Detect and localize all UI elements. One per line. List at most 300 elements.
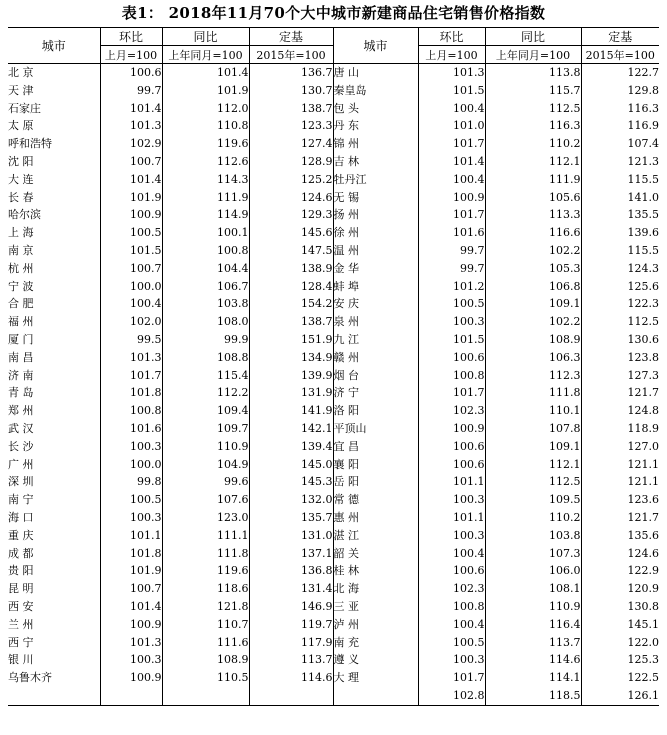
left-yoy-value-cell: 108.9 [162,651,249,669]
left-yoy-value-cell: 123.0 [162,509,249,527]
left-base-value-cell: 124.6 [249,189,333,207]
table-row [8,509,659,527]
right-yoy-value-cell: 112.5 [485,100,581,118]
right-mom-value-cell: 100.3 [418,651,485,669]
right-city-name-cell: 泉 州 [333,313,418,331]
right-base-value-cell: 124.6 [627,546,659,560]
left-city-name-cell: 哈尔滨 [8,206,100,224]
right-yoy-value-cell: 110.9 [485,598,581,616]
table-row [8,580,659,598]
left-base-value-cell: 117.9 [249,634,333,652]
left-city-name-cell: 兰 州 [8,616,100,634]
left-mom-value-cell: 100.3 [100,509,162,527]
left-base-value-cell: 145.6 [249,224,333,242]
right-mom-value-cell: 101.5 [418,331,485,349]
right-yoy-value-cell: 108.9 [485,331,581,349]
right-city-name-cell: 丹 东 [333,117,418,135]
left-yoy-value-cell: 109.7 [162,420,249,438]
right-city-name-cell: 南 充 [333,634,418,652]
left-mom-value-cell: 99.5 [100,331,162,349]
right-mom-value-cell: 101.2 [418,278,485,296]
header-mom-right: 环比 [418,28,485,46]
right-mom-value-cell: 100.6 [418,349,485,367]
right-base-value-cell: 126.1 [627,688,659,702]
left-city-name-cell: 海 口 [8,509,100,527]
left-yoy-value-cell: 112.6 [162,153,249,171]
left-yoy-value-cell: 109.4 [162,402,249,420]
table-row [8,456,659,474]
price-index-table [8,27,659,706]
right-base-value-cell: 121.1 [627,475,659,489]
subheader-yoy-right: 上年同月=100 [485,46,581,64]
left-yoy-value-cell: 111.6 [162,634,249,652]
right-base-value-cell: 145.1 [627,617,659,631]
left-base-value-cell: 128.4 [249,278,333,296]
right-base-value-cell: 116.3 [627,101,659,115]
table-row [8,278,659,296]
left-yoy-value-cell: 99.6 [162,473,249,491]
table-row [8,349,659,367]
left-city-name-cell: 上 海 [8,224,100,242]
right-base-value-cell: 121.3 [627,154,659,168]
left-base-value-cell: 136.7 [249,64,333,82]
left-mom-value-cell [100,687,162,705]
table-row [8,669,659,687]
left-base-value-cell: 131.9 [249,384,333,402]
left-city-name-cell: 太 原 [8,117,100,135]
right-city-name-cell: 三 亚 [333,598,418,616]
table-row [8,473,659,491]
table-row [8,82,659,100]
left-city-name-cell: 武 汉 [8,420,100,438]
left-yoy-value-cell: 103.8 [162,295,249,313]
right-mom-value-cell: 100.8 [418,367,485,385]
right-base-value-cell: 115.5 [627,172,659,186]
left-mom-value-cell: 101.8 [100,545,162,563]
left-base-value-cell [249,687,333,705]
right-base-value-cell: 123.6 [627,493,659,507]
left-mom-value-cell: 101.9 [100,189,162,207]
left-city-name-cell: 大 连 [8,171,100,189]
header-mom-left: 环比 [100,28,162,46]
left-city-name-cell: 石家庄 [8,100,100,118]
left-base-value-cell: 145.0 [249,456,333,474]
table-row [8,420,659,438]
right-yoy-value-cell: 102.2 [485,313,581,331]
right-yoy-value-cell: 112.1 [485,456,581,474]
right-base-value-cell: 141.0 [627,190,659,204]
right-city-name-cell: 常 德 [333,491,418,509]
right-city-name-cell: 桂 林 [333,562,418,580]
header-base-right: 定基 [581,28,659,46]
left-base-value-cell: 113.7 [249,651,333,669]
left-yoy-value-cell: 104.9 [162,456,249,474]
right-mom-value-cell: 101.6 [418,224,485,242]
subheader-base-right: 2015年=100 [581,46,659,64]
right-mom-value-cell: 101.7 [418,135,485,153]
left-mom-value-cell: 101.4 [100,171,162,189]
left-mom-value-cell: 102.0 [100,313,162,331]
left-base-value-cell: 141.9 [249,402,333,420]
left-base-value-cell: 139.9 [249,367,333,385]
left-yoy-value-cell: 114.3 [162,171,249,189]
right-yoy-value-cell: 116.3 [485,117,581,135]
left-yoy-value-cell: 111.9 [162,189,249,207]
table-body [8,64,659,706]
right-base-value-cell: 139.6 [627,226,659,240]
left-yoy-value-cell: 100.1 [162,224,249,242]
right-mom-value-cell: 102.3 [418,402,485,420]
left-city-name-cell: 南 昌 [8,349,100,367]
left-mom-value-cell: 100.5 [100,224,162,242]
table-row [8,491,659,509]
left-city-name-cell: 西 宁 [8,634,100,652]
left-city-name-cell: 长 沙 [8,438,100,456]
left-yoy-value-cell: 110.5 [162,669,249,687]
left-yoy-value-cell: 121.8 [162,598,249,616]
left-mom-value-cell: 101.3 [100,117,162,135]
subheader-mom-left: 上月=100 [100,46,162,64]
right-yoy-value-cell: 103.8 [485,527,581,545]
left-base-value-cell: 114.6 [249,669,333,687]
table-row [8,384,659,402]
right-base-value-cell: 112.5 [627,315,659,329]
right-city-name-cell: 唐 山 [333,64,418,82]
left-yoy-value-cell: 111.1 [162,527,249,545]
right-yoy-value-cell: 112.5 [485,473,581,491]
left-city-name-cell [8,687,100,705]
right-base-value-cell: 122.7 [627,66,659,79]
right-mom-value-cell: 100.6 [418,562,485,580]
left-yoy-value-cell: 118.6 [162,580,249,598]
left-base-value-cell: 138.9 [249,260,333,278]
left-city-name-cell: 乌鲁木齐 [8,669,100,687]
table-row [8,367,659,385]
right-mom-value-cell: 101.0 [418,117,485,135]
left-mom-value-cell: 101.9 [100,562,162,580]
subheader-mom-right: 上月=100 [418,46,485,64]
left-yoy-value-cell: 114.9 [162,206,249,224]
right-yoy-value-cell: 105.3 [485,260,581,278]
left-base-value-cell: 139.4 [249,438,333,456]
right-mom-value-cell: 100.9 [418,189,485,207]
right-base-value-cell: 124.3 [627,261,659,275]
left-mom-value-cell: 100.0 [100,278,162,296]
table-row [8,687,659,705]
left-mom-value-cell: 100.9 [100,616,162,634]
right-city-name-cell: 韶 关 [333,545,418,563]
right-mom-value-cell: 100.4 [418,100,485,118]
right-city-name-cell: 惠 州 [333,509,418,527]
left-mom-value-cell: 100.9 [100,669,162,687]
table-row [8,438,659,456]
left-mom-value-cell: 100.3 [100,651,162,669]
right-city-name-cell: 金 华 [333,260,418,278]
table-row [8,135,659,153]
table-row [8,242,659,260]
right-city-name-cell: 宜 昌 [333,438,418,456]
table-row [8,562,659,580]
right-base-value-cell: 115.5 [627,243,659,257]
table-row [8,634,659,652]
right-mom-value-cell: 101.5 [418,82,485,100]
right-mom-value-cell: 102.3 [418,580,485,598]
right-city-name-cell: 赣 州 [333,349,418,367]
left-mom-value-cell: 100.7 [100,580,162,598]
table-row [8,64,659,82]
left-base-value-cell: 123.3 [249,117,333,135]
table-row [8,117,659,135]
right-city-name-cell: 济 宁 [333,384,418,402]
left-mom-value-cell: 100.5 [100,491,162,509]
table-row [8,616,659,634]
left-city-name-cell: 南 京 [8,242,100,260]
left-city-name-cell: 北 京 [8,64,100,82]
right-city-name-cell: 锦 州 [333,135,418,153]
left-mom-value-cell: 101.7 [100,367,162,385]
right-mom-value-cell: 100.5 [418,295,485,313]
right-yoy-value-cell: 113.8 [485,64,581,82]
right-yoy-value-cell: 113.7 [485,634,581,652]
right-yoy-value-cell: 118.5 [485,687,581,705]
table-row [8,206,659,224]
left-city-name-cell: 福 州 [8,313,100,331]
left-base-value-cell: 128.9 [249,153,333,171]
table-row [8,313,659,331]
right-mom-value-cell: 100.3 [418,527,485,545]
right-mom-value-cell: 100.4 [418,545,485,563]
left-base-value-cell: 129.3 [249,206,333,224]
right-yoy-value-cell: 107.3 [485,545,581,563]
left-mom-value-cell: 101.4 [100,598,162,616]
right-yoy-value-cell: 110.1 [485,402,581,420]
right-mom-value-cell: 99.7 [418,242,485,260]
left-city-name-cell: 长 春 [8,189,100,207]
right-mom-value-cell: 101.1 [418,473,485,491]
table-title: 表1： 2018年11月70个大中城市新建商品住宅销售价格指数 [121,4,546,22]
right-yoy-value-cell: 106.3 [485,349,581,367]
right-city-name-cell: 泸 州 [333,616,418,634]
left-yoy-value-cell: 119.6 [162,562,249,580]
right-mom-value-cell: 100.3 [418,491,485,509]
right-base-value-cell: 127.0 [627,439,659,453]
left-base-value-cell: 142.1 [249,420,333,438]
left-city-name-cell: 呼和浩特 [8,135,100,153]
table-row [8,402,659,420]
left-city-name-cell: 成 都 [8,545,100,563]
right-yoy-value-cell: 112.1 [485,153,581,171]
right-base-value-cell: 125.6 [627,279,659,293]
right-yoy-value-cell: 110.2 [485,509,581,527]
right-base-value-cell: 122.9 [627,564,659,578]
left-base-value-cell: 138.7 [249,313,333,331]
left-mom-value-cell: 101.4 [100,100,162,118]
left-base-value-cell: 127.4 [249,135,333,153]
right-city-name-cell: 遵 义 [333,651,418,669]
header-city-left: 城市 [8,28,100,64]
left-mom-value-cell: 101.5 [100,242,162,260]
left-base-value-cell: 145.3 [249,473,333,491]
right-yoy-value-cell: 105.6 [485,189,581,207]
header-base-left: 定基 [249,28,333,46]
left-mom-value-cell: 101.3 [100,634,162,652]
right-yoy-value-cell: 109.1 [485,295,581,313]
left-yoy-value-cell: 112.2 [162,384,249,402]
right-city-name-cell: 温 州 [333,242,418,260]
right-yoy-value-cell: 108.1 [485,580,581,598]
right-base-value-cell: 130.8 [627,599,659,613]
right-base-value-cell: 123.8 [627,350,659,364]
right-yoy-value-cell: 114.1 [485,669,581,687]
left-yoy-value-cell: 115.4 [162,367,249,385]
left-city-name-cell: 济 南 [8,367,100,385]
left-city-name-cell: 昆 明 [8,580,100,598]
right-mom-value-cell: 101.7 [418,206,485,224]
right-city-name-cell: 秦皇岛 [333,82,418,100]
right-mom-value-cell: 100.4 [418,171,485,189]
left-city-name-cell: 深 圳 [8,473,100,491]
table-row [8,153,659,171]
left-base-value-cell: 137.1 [249,545,333,563]
left-base-value-cell: 138.7 [249,100,333,118]
right-mom-value-cell: 101.1 [418,509,485,527]
left-yoy-value-cell [162,687,249,705]
table-row [8,545,659,563]
right-mom-value-cell: 100.4 [418,616,485,634]
left-mom-value-cell: 100.7 [100,260,162,278]
table-row [8,100,659,118]
right-yoy-value-cell: 111.9 [485,171,581,189]
table-row [8,527,659,545]
left-city-name-cell: 宁 波 [8,278,100,296]
left-mom-value-cell: 102.9 [100,135,162,153]
right-city-name-cell [333,687,418,705]
right-base-value-cell: 129.8 [627,83,659,97]
left-city-name-cell: 广 州 [8,456,100,474]
right-base-value-cell: 122.0 [627,635,659,649]
right-base-value-cell: 121.7 [627,386,659,400]
header-yoy-right: 同比 [485,28,581,46]
right-city-name-cell: 湛 江 [333,527,418,545]
right-base-value-cell: 122.5 [627,671,659,685]
right-mom-value-cell: 100.9 [418,420,485,438]
left-mom-value-cell: 100.4 [100,295,162,313]
left-base-value-cell: 132.0 [249,491,333,509]
right-city-name-cell: 徐 州 [333,224,418,242]
left-city-name-cell: 合 肥 [8,295,100,313]
left-yoy-value-cell: 119.6 [162,135,249,153]
left-yoy-value-cell: 106.7 [162,278,249,296]
right-mom-value-cell: 100.6 [418,456,485,474]
left-mom-value-cell: 100.0 [100,456,162,474]
left-mom-value-cell: 100.9 [100,206,162,224]
left-city-name-cell: 贵 阳 [8,562,100,580]
header-yoy-left: 同比 [162,28,249,46]
right-city-name-cell: 牡丹江 [333,171,418,189]
left-yoy-value-cell: 100.8 [162,242,249,260]
left-base-value-cell: 134.9 [249,349,333,367]
right-base-value-cell: 116.9 [627,119,659,133]
right-yoy-value-cell: 106.8 [485,278,581,296]
left-city-name-cell: 银 川 [8,651,100,669]
left-city-name-cell: 西 安 [8,598,100,616]
left-base-value-cell: 131.0 [249,527,333,545]
left-base-value-cell: 131.4 [249,580,333,598]
left-city-name-cell: 青 岛 [8,384,100,402]
left-base-value-cell: 119.7 [249,616,333,634]
header-city-right: 城市 [333,28,418,64]
left-yoy-value-cell: 108.0 [162,313,249,331]
right-mom-value-cell: 101.7 [418,384,485,402]
table-row [8,598,659,616]
right-mom-value-cell: 102.8 [418,687,485,705]
left-base-value-cell: 154.2 [249,295,333,313]
right-city-name-cell: 岳 阳 [333,473,418,491]
left-yoy-value-cell: 112.0 [162,100,249,118]
left-base-value-cell: 136.8 [249,562,333,580]
left-mom-value-cell: 100.7 [100,153,162,171]
right-city-name-cell: 平顶山 [333,420,418,438]
right-city-name-cell: 扬 州 [333,206,418,224]
right-base-value-cell: 121.1 [627,457,659,471]
left-yoy-value-cell: 107.6 [162,491,249,509]
right-yoy-value-cell: 116.4 [485,616,581,634]
table-row [8,295,659,313]
left-yoy-value-cell: 110.7 [162,616,249,634]
table-row [8,189,659,207]
right-city-name-cell: 包 头 [333,100,418,118]
right-yoy-value-cell: 116.6 [485,224,581,242]
table-row [8,171,659,189]
left-city-name-cell: 重 庆 [8,527,100,545]
left-mom-value-cell: 100.6 [100,64,162,82]
right-city-name-cell: 吉 林 [333,153,418,171]
right-mom-value-cell: 100.6 [418,438,485,456]
right-yoy-value-cell: 106.0 [485,562,581,580]
left-yoy-value-cell: 110.9 [162,438,249,456]
subheader-yoy-left: 上年同月=100 [162,46,249,64]
left-base-value-cell: 151.9 [249,331,333,349]
right-city-name-cell: 襄 阳 [333,456,418,474]
left-mom-value-cell: 100.3 [100,438,162,456]
left-city-name-cell: 沈 阳 [8,153,100,171]
right-city-name-cell: 安 庆 [333,295,418,313]
left-base-value-cell: 146.9 [249,598,333,616]
right-yoy-value-cell: 102.2 [485,242,581,260]
left-base-value-cell: 135.7 [249,509,333,527]
left-base-value-cell: 147.5 [249,242,333,260]
right-city-name-cell: 大 理 [333,669,418,687]
left-yoy-value-cell: 111.8 [162,545,249,563]
right-yoy-value-cell: 115.7 [485,82,581,100]
left-mom-value-cell: 100.8 [100,402,162,420]
left-city-name-cell: 厦 门 [8,331,100,349]
right-base-value-cell: 135.6 [627,528,659,542]
right-base-value-cell: 125.3 [627,653,659,667]
table-row [8,331,659,349]
right-base-value-cell: 120.9 [627,582,659,596]
right-base-value-cell: 121.7 [627,510,659,524]
left-mom-value-cell: 99.7 [100,82,162,100]
right-mom-value-cell: 100.8 [418,598,485,616]
right-base-value-cell: 127.3 [627,368,659,382]
left-base-value-cell: 125.2 [249,171,333,189]
right-yoy-value-cell: 110.2 [485,135,581,153]
right-yoy-value-cell: 107.8 [485,420,581,438]
right-base-value-cell: 107.4 [627,137,659,151]
right-city-name-cell: 洛 阳 [333,402,418,420]
right-yoy-value-cell: 109.5 [485,491,581,509]
